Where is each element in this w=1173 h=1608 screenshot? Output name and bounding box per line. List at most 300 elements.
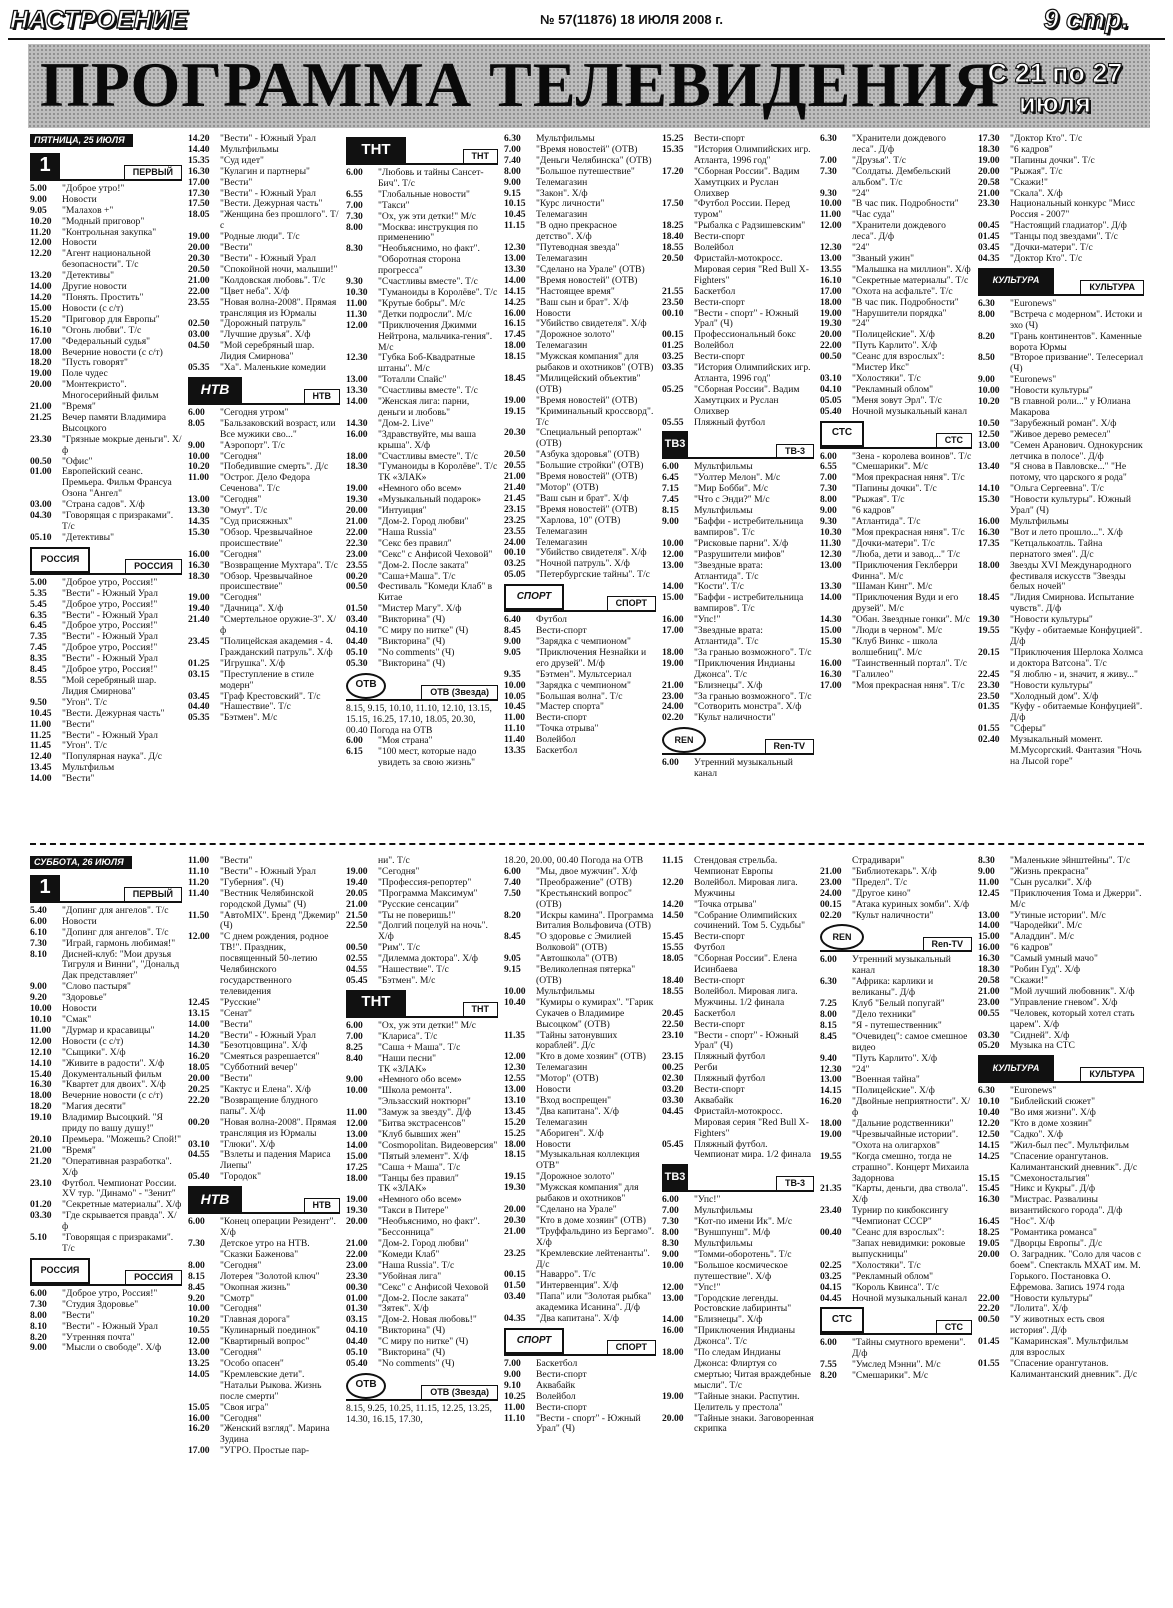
program-time: 23.10 <box>662 1029 684 1041</box>
program-title: "Квартет для двоих". Х/ф <box>62 1079 166 1091</box>
program-title: Стендовая стрельба. Чемпионат Европы <box>694 856 778 877</box>
program-time: 9.50 <box>30 696 47 708</box>
program-title: "Умслед Мэнни". М/с <box>852 1359 941 1371</box>
program-time: 9.00 <box>978 865 995 877</box>
program-title: "24" <box>852 242 870 254</box>
program-time: 6.00 <box>820 954 837 966</box>
program-title: "Сборная России". Вадим Хамутцких и Руслан Олихвер <box>694 383 800 417</box>
program-time: 23.30 <box>346 1270 368 1282</box>
program-title: "Утиные истории". М/с <box>1010 909 1106 921</box>
program-title: "Сеанс для взрослых": "Мистер Икс" <box>852 351 945 374</box>
program-time: 6.00 <box>820 450 837 462</box>
program-title: "Возвращение Мухтара". Т/с <box>220 559 338 571</box>
program-entry <box>978 1250 1144 1294</box>
program-time: 6.55 <box>346 188 363 200</box>
program-title: "Федеральный судья" <box>62 335 151 347</box>
program-entry <box>188 210 340 232</box>
program-time: 15.25 <box>504 1127 526 1139</box>
program-title: "Упс!" <box>694 1281 721 1293</box>
program-title: "Вход воспрещен" <box>536 1094 612 1106</box>
program-time: 21.00 <box>346 1238 368 1249</box>
program-title: "Преступление в стиле модерн" <box>220 668 314 691</box>
schedule-list <box>30 906 182 1255</box>
program-time: 13.00 <box>978 909 1000 921</box>
program-entry <box>346 212 498 223</box>
program-time: 8.20 <box>504 909 521 921</box>
friday-column-5 <box>662 134 814 836</box>
program-title: Пляжный футбол <box>694 1073 766 1085</box>
program-entry <box>188 1446 340 1457</box>
program-time: 13.00 <box>662 559 684 571</box>
program-time: 18.20 <box>30 1101 52 1113</box>
program-title: "Викторина" (Ч) <box>378 657 446 669</box>
program-entry <box>30 249 182 271</box>
program-time: 10.00 <box>188 450 210 462</box>
program-entry <box>978 681 1144 692</box>
program-entry <box>346 168 498 190</box>
program-title: "Что с Энди?" М/с <box>694 494 770 506</box>
program-time: 04.45 <box>662 1105 684 1117</box>
program-time: 14.00 <box>346 396 368 408</box>
program-title: "Люди в черном". М/с <box>852 625 943 637</box>
program-time: 20.25 <box>188 1084 210 1096</box>
program-title: "Танцы без правил" <box>378 1172 459 1184</box>
program-title: "Субботний вечер" <box>220 1062 298 1074</box>
program-title: "Таинственный портал". Т/с <box>852 657 968 669</box>
schedule-list <box>504 134 656 581</box>
program-time: 5.10 <box>30 1232 47 1244</box>
program-time: 23.55 <box>188 296 210 308</box>
program-entry <box>346 223 498 245</box>
program-title: "Папины дочки". Т/с <box>852 483 937 495</box>
program-time: 16.30 <box>978 953 1000 965</box>
section-rubric: НАСТРОЕНИЕ <box>10 6 188 34</box>
program-time: 14.15 <box>978 1139 1000 1151</box>
program-time: 7.40 <box>504 154 521 166</box>
program-title: "Меня зовут Эрл". Т/с <box>852 394 942 406</box>
program-time: 6.00 <box>662 757 679 769</box>
program-time: 23.25 <box>504 514 526 526</box>
program-time: 10.20 <box>30 215 52 227</box>
program-title: "Упс!" <box>694 1194 721 1206</box>
program-title: "Доброе утро, Россия!" <box>62 664 158 676</box>
program-time: 14.15 <box>504 285 526 297</box>
program-title: "Здоровье" <box>62 992 107 1004</box>
program-title: "Доброе утро, Россия!" <box>62 598 158 610</box>
program-title: "Безотцовщина". Х/ф <box>220 1040 308 1052</box>
program-title: "Дом-2. Город любви" <box>378 516 469 527</box>
program-title: "Крестьянский вопрос" (ОТВ) <box>536 887 632 910</box>
program-title: "Доктор Кто". Т/с <box>1010 134 1083 144</box>
program-title: "Дело техники" <box>852 1008 916 1020</box>
program-entry <box>978 539 1144 561</box>
program-entry <box>978 1337 1144 1359</box>
program-title: "Монтекристо". Многосерийный фильм <box>62 379 159 402</box>
program-time: 18.00 <box>504 1138 526 1150</box>
tnt-logo-icon: ТНТ <box>346 137 406 163</box>
program-title: "Вести" - Южный Урал <box>62 609 158 621</box>
program-time: 13.25 <box>188 1357 210 1369</box>
program-title: "Саша + Маша". Т/с <box>378 1041 461 1053</box>
program-entry <box>662 330 814 341</box>
program-entry <box>188 1272 340 1283</box>
program-title: "Спасение орангутанов. Калимантанский дневник". Д/с <box>1010 1357 1138 1380</box>
program-time: 21.00 <box>188 274 210 286</box>
program-title: Вечерние новости (с с/т) <box>62 1090 163 1102</box>
sport-logo-icon: СПОРТ <box>504 1328 564 1354</box>
program-time: 8.00 <box>30 1309 47 1321</box>
program-time: 02.55 <box>346 953 368 965</box>
program-title: "У животных есть своя история". Д/ф <box>1010 1314 1105 1337</box>
program-title: "Баффи - истребительница вампиров". Т/с <box>694 592 804 615</box>
program-time: 18.00 <box>820 1118 842 1130</box>
program-title: "Люба, дети и завод..." Т/с <box>852 548 961 560</box>
program-time: 8.30 <box>662 1238 679 1249</box>
program-title: "Полицейские". Х/ф <box>852 329 935 341</box>
program-entry <box>978 670 1144 681</box>
program-title: "Новая волна-2008". Прямая трансляция из Юрмалы <box>220 1116 337 1139</box>
program-time: 23.00 <box>346 1259 368 1271</box>
schedule-list <box>978 299 1144 768</box>
program-time: 16.20 <box>188 1423 210 1435</box>
program-entry <box>662 298 814 309</box>
program-time: 02.50 <box>188 318 210 330</box>
program-time: 8.45 <box>504 931 521 943</box>
program-entry <box>188 1217 340 1239</box>
program-time: 5.45 <box>30 598 47 610</box>
date-range-line1: С 21 по 27 <box>987 58 1123 88</box>
program-time: 6.00 <box>30 1287 47 1299</box>
program-time: 8.20 <box>30 1331 47 1343</box>
program-title: "Сегодня" <box>378 865 420 877</box>
program-title: "Специальный репортаж" (ОТВ) <box>536 427 642 450</box>
program-time: 00.45 <box>978 220 1000 232</box>
program-entry <box>346 353 498 375</box>
program-time: 03.25 <box>504 558 526 570</box>
program-time: 20.30 <box>188 252 210 264</box>
program-time: 18.05 <box>662 953 684 965</box>
program-entry <box>188 232 340 243</box>
program-time: 21.25 <box>30 411 52 423</box>
program-title: "Кактус и Елена". Х/ф <box>220 1084 311 1096</box>
program-title: "Дорожный патруль" <box>220 318 306 330</box>
program-entry <box>346 321 498 354</box>
program-title: "Приключения Шерлока Холмса и доктора Ватсона". Т/с <box>1010 646 1144 669</box>
channel-name: ТВ-3 <box>776 1176 814 1190</box>
otv-weather-times: 8.15, 9.25, 10.25, 11.15, 12.25, 13.25, 14.30, 16.15, 17.30, <box>346 1402 492 1425</box>
program-entry <box>346 550 498 561</box>
program-entry <box>662 167 814 200</box>
program-title: Музыкальный момент. М.Мусоргский. Фантазия "Ночь на Лысой горе" <box>1010 734 1142 767</box>
program-title: "Спокойной ночи, малыши!" <box>220 263 338 275</box>
program-time: 13.15 <box>188 1007 210 1019</box>
program-title: "Контрольная закупка" <box>62 226 157 238</box>
program-title: "Бэтмен". М/с <box>378 974 436 986</box>
program-title: Утренний музыкальный канал <box>694 757 793 780</box>
program-time: 6.00 <box>30 915 47 927</box>
program-time: 10.00 <box>504 679 526 691</box>
program-title: "Студия Здоровье" <box>62 1298 139 1310</box>
program-time: 19.30 <box>504 1182 526 1194</box>
channel-header-kultura <box>978 1055 1144 1083</box>
saturday-column-6 <box>820 856 972 1602</box>
program-title: "Убийство свидетеля". Х/ф <box>536 318 647 330</box>
program-time: 05.20 <box>978 1040 1000 1052</box>
program-entry <box>346 889 498 900</box>
program-entry <box>30 511 182 533</box>
program-title: "Рыбалка с Радзишевским" <box>694 220 806 232</box>
program-time: 7.55 <box>820 1359 837 1371</box>
program-time: 17.00 <box>820 679 842 691</box>
program-time: 16.10 <box>30 324 52 336</box>
program-time: 03.30 <box>662 1094 684 1106</box>
program-time: 15.45 <box>662 931 684 943</box>
program-entry <box>504 352 656 374</box>
program-time: 19.10 <box>30 1112 52 1124</box>
program-title: "Секретные материалы". Т/с <box>852 274 969 286</box>
program-entry <box>820 911 972 922</box>
program-title: "Дом-2. Live" <box>378 417 434 429</box>
program-title: "Папины дочки". Т/с <box>1010 154 1095 166</box>
program-time: 15.00 <box>30 302 52 314</box>
program-title: "Сотворить монстра". Х/ф <box>694 701 802 713</box>
program-time: 11.20 <box>188 876 210 888</box>
program-title: "Допинг для ангелов". Т/с <box>62 904 169 916</box>
program-title: "Холостяки". Т/с <box>852 1259 921 1271</box>
program-time: 7.00 <box>662 1205 679 1217</box>
program-time: 19.00 <box>820 1128 842 1140</box>
program-title: Вести-спорт <box>536 712 587 724</box>
program-entry <box>978 353 1144 375</box>
program-title: Фестиваль "Комеди Клаб" в Китае <box>378 581 493 604</box>
program-entry <box>30 1048 182 1059</box>
program-title: "Лолита". Х/ф <box>1010 1303 1068 1315</box>
channel-name: КУЛЬТУРА <box>1080 280 1144 294</box>
program-title: Вести-спорт <box>694 231 745 243</box>
program-title: "Euronews" <box>1010 1085 1057 1097</box>
program-title: "Солдаты. Дембельский альбом". Т/с <box>852 165 951 188</box>
program-entry <box>978 1359 1144 1381</box>
program-time: 11.30 <box>346 308 368 320</box>
program-title: "Управление гневом". Х/ф <box>1010 996 1118 1008</box>
program-time: 16.30 <box>820 668 842 680</box>
program-title: "Женская лига: парни, деньги и любовь" <box>378 396 470 418</box>
program-title: "Скажи!" <box>1010 974 1048 986</box>
program-title: "Кто в доме хозяин" <box>1010 1118 1092 1130</box>
program-time: 16.20 <box>188 1051 210 1063</box>
program-title: "Зятек". Х/ф <box>378 1303 429 1315</box>
program-time: 20.00 <box>820 329 842 341</box>
program-entry <box>188 419 340 441</box>
program-time: 8.15 <box>662 505 679 517</box>
program-title: "Сыщики". Х/ф <box>62 1046 126 1058</box>
program-title: "Мой лучший любовник". Х/ф <box>1010 985 1135 997</box>
program-entry <box>188 298 340 320</box>
program-time: 6.15 <box>346 746 363 758</box>
program-entry <box>346 244 498 277</box>
program-time: 10.05 <box>504 690 526 702</box>
program-title: "Ночной патруль". Х/ф <box>536 558 630 570</box>
program-time: 23.00 <box>346 548 368 560</box>
program-time: 23.25 <box>504 1247 526 1259</box>
program-entry <box>820 1272 972 1283</box>
program-title: "Сделано на Урале" <box>536 1204 617 1215</box>
program-time: 6.00 <box>504 865 521 877</box>
schedule-list <box>820 134 972 418</box>
program-time: 6.00 <box>662 1194 679 1206</box>
program-time: 11.15 <box>504 220 526 232</box>
page-number: 9 стр. <box>1043 4 1129 34</box>
program-time: 05.25 <box>662 383 684 395</box>
program-time: 03.40 <box>504 1291 526 1303</box>
program-title: "Маленькие эйнштейны". Т/с <box>1010 856 1131 866</box>
program-time: 10.40 <box>504 996 526 1008</box>
program-entry <box>346 1283 498 1294</box>
program-title: Мультфильмы <box>536 985 595 997</box>
program-title: "Жил-был пес". Мультфильм <box>1010 1139 1129 1151</box>
program-time: 23.10 <box>30 1177 52 1189</box>
program-title: Аквабайк <box>536 1379 576 1391</box>
program-entry <box>30 589 182 600</box>
program-entry <box>662 517 814 539</box>
program-entry <box>820 1184 972 1206</box>
program-title: "Баффи - истребительница вампиров". Т/с <box>694 516 804 538</box>
program-time: 01.45 <box>978 231 1000 243</box>
program-time: 15.35 <box>662 143 684 155</box>
program-title: "Грань континентов". Каменные ворота Юрмы <box>1010 330 1142 353</box>
program-entry <box>820 1152 972 1185</box>
program-time: 14.00 <box>820 592 842 604</box>
program-entry <box>662 254 814 287</box>
program-time: 21.00 <box>30 401 52 413</box>
program-title: "Абориген". Х/ф <box>536 1127 604 1139</box>
saturday-column-5 <box>662 856 814 1602</box>
program-entry <box>188 1370 340 1403</box>
program-title: "Доброе утро, Россия!" <box>62 1287 158 1299</box>
program-entry <box>662 856 814 878</box>
program-title: "Спасение орангутанов. Калимантанский дневник". Д/с <box>1010 1150 1138 1173</box>
program-time: 13.30 <box>504 263 526 275</box>
program-title: "Приключения Геклберри Финна". М/с <box>852 559 958 582</box>
program-entry <box>30 774 182 785</box>
program-title: "Труффальдино из Бергамо". Х/ф <box>536 1225 655 1248</box>
schedule-list <box>978 1086 1144 1380</box>
program-title: "Очевидец": самое смешное видео <box>852 1030 968 1053</box>
program-entry <box>30 1059 182 1070</box>
program-title: "Кулагин и партнеры" <box>220 165 310 177</box>
program-entry <box>820 199 972 210</box>
program-title: "Нос". Х/ф <box>1010 1216 1055 1228</box>
program-time: 5.35 <box>30 587 47 599</box>
program-time: 7.00 <box>504 143 521 155</box>
program-time: 04.10 <box>820 383 842 395</box>
program-time: 20.00 <box>188 242 210 254</box>
program-time: 21.35 <box>820 1183 842 1195</box>
program-entry <box>30 1343 182 1354</box>
program-time: 7.25 <box>820 998 837 1010</box>
program-time: 19.05 <box>978 1238 1000 1249</box>
program-time: 00.10 <box>504 547 526 559</box>
program-title: "Харлова, 10" (ОТВ) <box>536 514 621 526</box>
program-title: "Дочки-матери". Т/с <box>852 537 935 549</box>
program-time: 6.35 <box>30 609 47 621</box>
program-title: "Азбука здоровья" (ОТВ) <box>536 449 640 461</box>
channel-name: ПЕРВЫЙ <box>124 165 182 179</box>
program-time: 23.00 <box>820 876 842 888</box>
program-title: "С днем рождения, родное ТВ!". Праздник, посвященный 50-летию Челябинского государственного телевидения <box>220 931 329 997</box>
program-title: Вести-спорт <box>694 351 745 363</box>
program-title: "Понять. Простить" <box>62 291 144 303</box>
program-title: "По следам Индианы Джонса: Флиртуя со смертью; Читая враждебные мысли". Т/с <box>694 1347 811 1391</box>
program-title: "Магия десяти" <box>62 1101 126 1113</box>
program-time: 11.00 <box>346 1107 368 1119</box>
schedule-list <box>662 758 814 780</box>
program-title: "Африка: карлики и великаны". Д/ф <box>852 976 934 999</box>
program-time: 6.30 <box>978 297 995 309</box>
program-title: Волейбол. Мировая лига. Мужчины. 1/2 финала <box>694 985 798 1008</box>
program-title: "Аладдин". М/с <box>1010 931 1075 943</box>
program-entry <box>188 528 340 550</box>
program-title: Волейбол <box>536 734 576 746</box>
program-time: 11.40 <box>504 734 526 746</box>
program-time: 10.00 <box>188 1303 210 1315</box>
program-title: "Приключения Незнайки и его друзей". М/ф <box>536 646 647 669</box>
program-title: "Сегодня" <box>220 548 262 560</box>
program-time: 19.00 <box>662 657 684 669</box>
program-entry <box>820 167 972 189</box>
program-entry <box>504 374 656 396</box>
program-time: 8.20 <box>978 330 995 342</box>
program-time: 23.30 <box>30 433 52 445</box>
program-title: "24" <box>852 1063 870 1075</box>
perviy-logo-icon: 1 <box>30 153 60 179</box>
program-title: "Вести - спорт" - Южный Урал" (Ч) <box>694 1029 799 1052</box>
program-entry <box>504 889 656 911</box>
program-time: 7.15 <box>662 483 679 495</box>
program-title: "Дальние родственники" <box>852 1118 954 1130</box>
program-title: Владимир Высоцкий. "Я приду по вашу душу!" <box>62 1112 163 1135</box>
program-title: "Вести" <box>220 242 253 254</box>
program-title: "Милицейский объектив" (ОТВ) <box>536 372 641 395</box>
schedule-list <box>820 955 972 1304</box>
program-time: 8.00 <box>346 221 363 233</box>
program-title: "Допинг для ангелов". Т/с <box>62 926 169 938</box>
program-time: 14.10 <box>978 483 1000 495</box>
program-title: Аквабайк <box>694 1094 734 1106</box>
tv3-logo-icon: ТВ3 <box>662 431 688 457</box>
program-title: "Два капитана". Х/ф <box>536 1313 619 1325</box>
program-time: 12.00 <box>820 220 842 232</box>
program-title: "Новая волна-2008". Прямая трансляция из Юрмалы <box>220 296 337 319</box>
program-time: 19.00 <box>30 368 52 380</box>
program-title: "Петербургские тайны". Т/с <box>536 569 650 581</box>
program-entry <box>30 709 182 720</box>
channel-name: РОССИЯ <box>125 1270 182 1284</box>
program-time: 21.00 <box>820 865 842 877</box>
program-entry <box>978 702 1144 724</box>
program-time: 01.30 <box>346 1303 368 1315</box>
program-time: 20.50 <box>188 263 210 275</box>
program-entry <box>188 341 340 363</box>
program-title: "Русские сенсации" <box>378 898 459 910</box>
program-title: "Здравствуйте, мы ваша крыша". Х/ф <box>378 428 476 451</box>
program-time: 21.00 <box>978 985 1000 997</box>
program-time: 13.55 <box>820 263 842 275</box>
program-time: 18.25 <box>662 220 684 232</box>
program-entry <box>504 1292 656 1314</box>
program-time: 05.10 <box>30 531 52 543</box>
program-title: "Новости культуры" <box>1010 679 1093 691</box>
